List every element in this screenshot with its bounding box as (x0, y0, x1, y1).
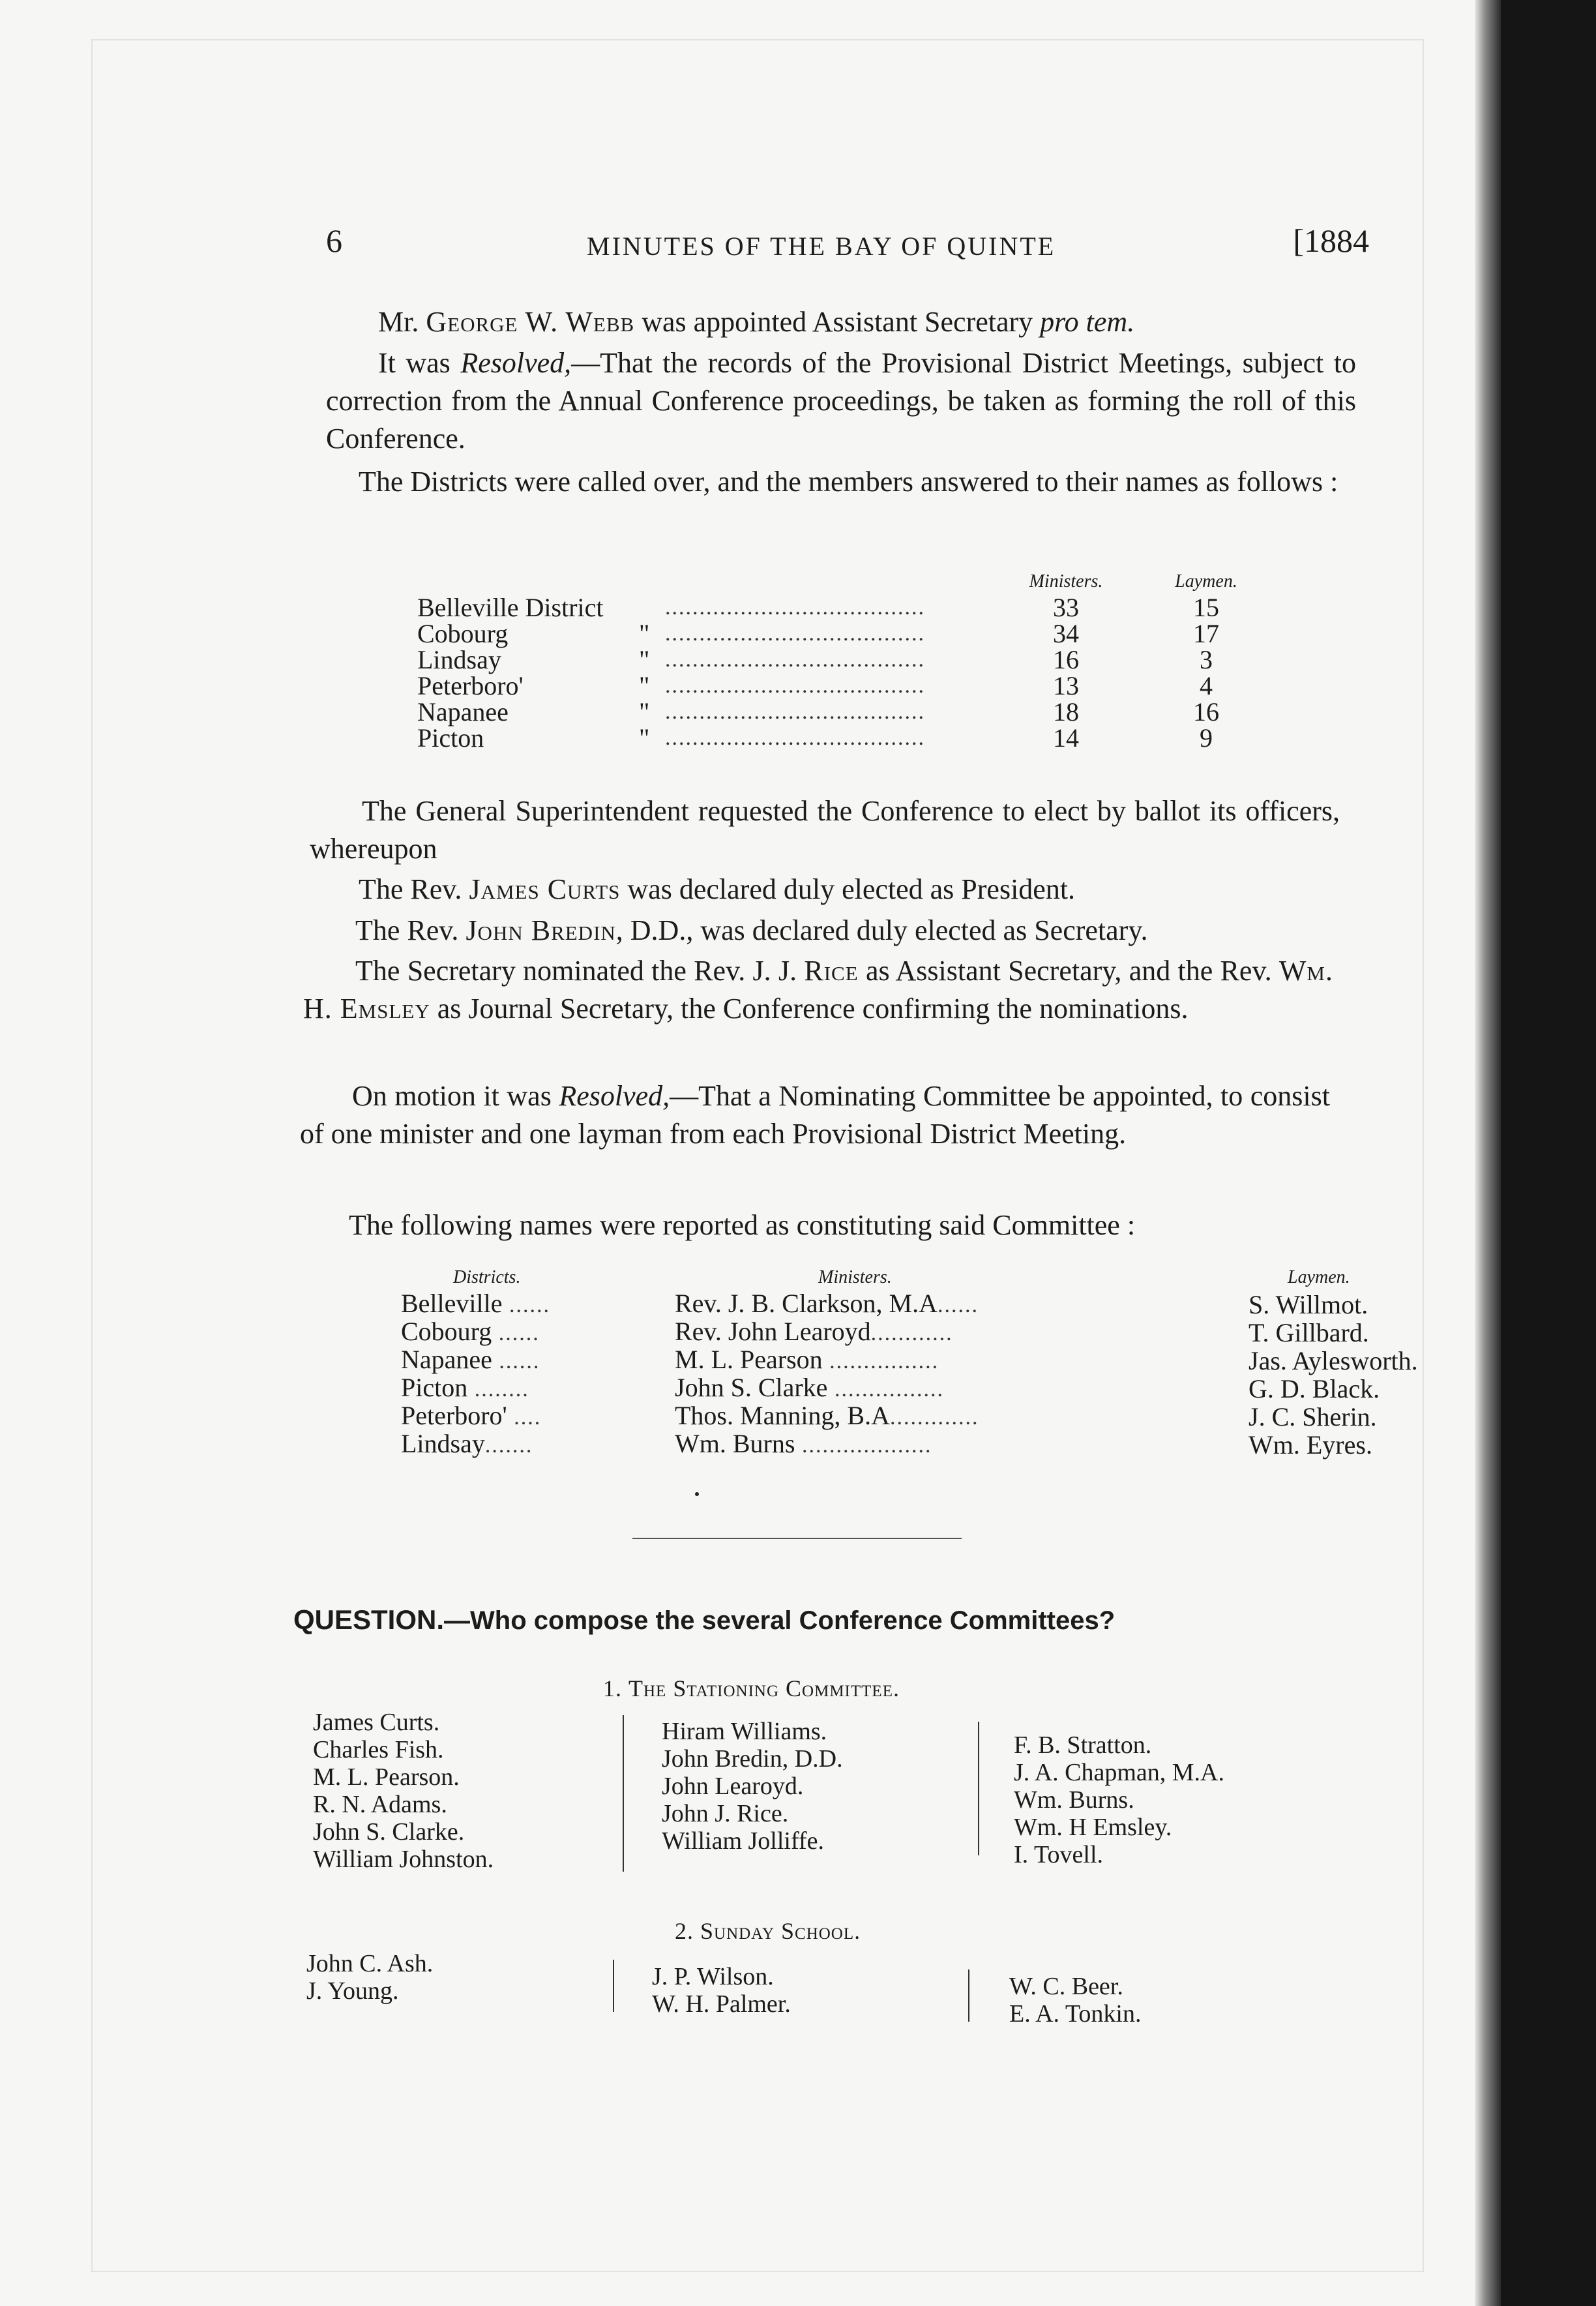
minister-name (675, 1375, 1249, 1403)
name-smallcaps: Rice (804, 955, 859, 987)
district-name (401, 1347, 675, 1375)
layman-name: S. Willmot. (1249, 1289, 1368, 1319)
italic-text: pro tem. (1040, 306, 1135, 338)
layman-name: Wm. Eyres. (1249, 1430, 1372, 1460)
district-name: Napanee (417, 697, 509, 726)
list-item: F. B. Stratton. (1014, 1731, 1152, 1759)
district-name (401, 1319, 675, 1347)
table-row (401, 1375, 1522, 1403)
leader-dots: ................ (822, 1349, 939, 1373)
text: as Journal Secretary, the Conference confirming the nominations. (430, 993, 1189, 1025)
heading-number: 2. (675, 1918, 694, 1944)
paragraph-elect-officers: The General Superintendent requested the Conference to elect by ballot its officers, whereupon (310, 795, 1340, 865)
leader-dots: ...................................... (665, 726, 925, 750)
district-roll-table (417, 566, 1284, 751)
column-divider (613, 1960, 614, 2012)
page-number: 6 (326, 222, 342, 259)
sunday-school-column-1 (306, 1950, 433, 2005)
name-smallcaps: James Curts (469, 873, 621, 905)
minister-name (675, 1431, 1249, 1459)
text: Mr. (378, 306, 426, 338)
leader-dots: ...................................... (665, 648, 925, 672)
district-name: Picton (417, 723, 484, 753)
list-item: John C. Ash. (306, 1950, 434, 1977)
paragraph-secretary (355, 912, 1333, 950)
table-row (401, 1403, 1522, 1431)
district-name (401, 1291, 675, 1319)
roll-table-header (417, 566, 1284, 595)
layman-name: Jas. Aylesworth. (1249, 1345, 1418, 1375)
leader-dots: ...... (492, 1321, 540, 1345)
district-label: Peterboro' (401, 1401, 507, 1430)
section-divider (632, 1538, 962, 1539)
list-item: Wm. Burns. (1014, 1786, 1134, 1814)
table-row (417, 699, 1284, 725)
list-item: William Johnston. (313, 1846, 494, 1873)
leader-dots: ............ (870, 1321, 953, 1345)
text: It was (378, 347, 461, 379)
text: The Rev. (355, 914, 466, 946)
district-name: Lindsay (417, 645, 501, 674)
minister-label: Rev. J. B. Clarkson, M.A (675, 1289, 938, 1318)
paragraph-committee-reported: The following names were reported as constituting said Committee : (349, 1209, 1136, 1241)
ditto-mark: " (639, 697, 650, 726)
text: —That a Nominating Committee be appointed, to consist of one minister and one layman from each Provisional District Meeting. (300, 1080, 1330, 1150)
leader-dots: ...................................... (665, 700, 925, 724)
minister-name (675, 1319, 1249, 1347)
column-divider (968, 1969, 969, 2022)
list-item: Charles Fish. (313, 1736, 444, 1763)
leader-dots: ....... (484, 1433, 533, 1458)
column-divider (978, 1722, 979, 1855)
leader-dots: ...... (502, 1293, 551, 1317)
stationing-committee-heading (603, 1675, 900, 1702)
table-row (401, 1291, 1522, 1319)
list-item: J. A. Chapman, M.A. (1014, 1759, 1224, 1786)
district-name: Cobourg (417, 619, 509, 648)
sunday-school-heading (675, 1917, 861, 1945)
district-name: Peterboro' (417, 671, 524, 700)
ditto-mark: " (639, 671, 650, 700)
leader-dots: ................ (827, 1377, 944, 1401)
name-smallcaps: Wm. H. Emsley (303, 955, 1333, 1025)
leader-dots: ............. (890, 1405, 979, 1430)
minister-name (675, 1291, 1249, 1319)
page-binding-shadow (1475, 0, 1501, 2306)
minister-name (675, 1403, 1249, 1431)
leader-dots: ...... (492, 1349, 540, 1373)
ministers-count: 33 (1053, 593, 1079, 622)
paragraph-nominating-committee (300, 1077, 1330, 1153)
text: The Rev. (359, 873, 469, 905)
list-item: W. C. Beer. (1009, 1973, 1123, 2000)
list-item: I. Tovell. (1014, 1841, 1104, 1868)
layman-name: G. D. Black. (1249, 1373, 1380, 1403)
leader-dots: ...................................... (665, 674, 925, 698)
text: , D.D., was declared duly elected as Secretary. (615, 914, 1148, 946)
text: On motion it was (352, 1080, 559, 1112)
district-name (401, 1375, 675, 1403)
minister-label: Wm. Burns (675, 1429, 795, 1458)
laymen-count: 4 (1200, 671, 1213, 700)
list-item: John J. Rice. (662, 1800, 789, 1827)
ministers-count: 18 (1053, 697, 1079, 726)
minister-label: Thos. Manning, B.A (675, 1401, 890, 1430)
nominating-committee-table (401, 1262, 1522, 1459)
text: was appointed Assistant Secretary (634, 306, 1041, 338)
district-name (401, 1403, 675, 1431)
laymen-count: 16 (1193, 697, 1219, 726)
leader-dots: ...... (937, 1293, 979, 1317)
text: as Assistant Secretary, and the Rev. (858, 955, 1279, 987)
list-item: Hiram Williams. (662, 1718, 827, 1745)
list-item: John Bredin, D.D. (662, 1745, 843, 1773)
district-label: Napanee (401, 1345, 492, 1374)
laymen-count: 15 (1193, 593, 1219, 622)
table-row (401, 1347, 1522, 1375)
paragraph-president (359, 871, 1337, 908)
ministers-count: 34 (1053, 619, 1079, 648)
paragraph-secretary-nominations (303, 952, 1333, 1028)
ditto-mark: " (639, 645, 650, 674)
sunday-school-column-2 (652, 1963, 791, 2018)
paragraph-districts-called: The Districts were called over, and the members answered to their names as follows : (359, 466, 1338, 498)
heading-text: Sunday School. (700, 1918, 861, 1944)
question-text: —Who compose the several Conference Committees? (444, 1606, 1116, 1635)
list-item: E. A. Tonkin. (1009, 2000, 1142, 2028)
district-label: Belleville (401, 1289, 503, 1318)
text: was declared duly elected as President. (620, 873, 1076, 905)
list-item: James Curts. (313, 1709, 440, 1736)
col-ministers: Ministers. (1029, 571, 1103, 591)
heading-number: 1. (603, 1675, 622, 1701)
table-row (417, 621, 1284, 647)
paragraph-records-resolution (326, 344, 1356, 458)
layman-name: T. Gillbard. (1249, 1317, 1369, 1347)
table-row (401, 1319, 1522, 1347)
running-head-title: MINUTES OF THE BAY OF QUINTE (587, 232, 1056, 261)
italic-text: Resolved, (460, 347, 572, 379)
stationing-column-2 (662, 1718, 843, 1855)
list-item: John Learoyd. (662, 1773, 804, 1800)
minister-label: M. L. Pearson (675, 1345, 823, 1374)
laymen-count: 17 (1193, 619, 1219, 648)
table-row (417, 725, 1284, 751)
ditto-mark (639, 595, 665, 621)
ministers-count: 13 (1053, 671, 1079, 700)
column-divider (623, 1715, 624, 1872)
list-item: J. P. Wilson. (652, 1963, 774, 1990)
minister-label: Rev. John Learoyd (675, 1317, 871, 1346)
ink-dot (695, 1492, 699, 1496)
district-label: Lindsay (401, 1429, 485, 1458)
paragraph-assistant-secretary (378, 303, 1317, 341)
header-year: [1884 (1293, 222, 1369, 259)
list-item: M. L. Pearson. (313, 1763, 460, 1791)
district-label: Cobourg (401, 1317, 492, 1346)
stationing-column-1 (313, 1709, 494, 1873)
stationing-column-3 (1014, 1731, 1224, 1868)
heading-text: The Stationing Committee. (628, 1675, 900, 1701)
list-item: John S. Clarke. (313, 1818, 465, 1846)
col-laymen: Laymen. (1288, 1267, 1350, 1287)
laymen-count: 9 (1200, 723, 1213, 753)
list-item: R. N. Adams. (313, 1791, 447, 1818)
col-laymen: Laymen. (1175, 571, 1237, 591)
running-header (326, 222, 1369, 261)
leader-dots: ...................................... (665, 621, 925, 646)
list-item: William Jolliffe. (662, 1827, 824, 1855)
ditto-mark: " (639, 723, 650, 753)
sunday-school-column-3 (1009, 1973, 1142, 2028)
leader-dots: ...................................... (665, 595, 925, 620)
district-name (401, 1431, 675, 1459)
col-ministers: Ministers. (818, 1267, 892, 1287)
leader-dots: .... (507, 1405, 542, 1430)
ministers-count: 16 (1053, 645, 1079, 674)
text: The Secretary nominated the Rev. J. J. (355, 955, 805, 987)
ditto-mark: " (639, 619, 650, 648)
list-item: J. Young. (306, 1977, 399, 2005)
question-line (293, 1604, 1115, 1636)
district-label: Picton (401, 1373, 468, 1402)
list-item: Wm. H Emsley. (1014, 1814, 1172, 1841)
question-label: QUESTION. (293, 1604, 445, 1635)
text: —That the records of the Provisional District Meetings, subject to correction from the Annual Conference proceedings, be taken as forming the roll of this Conference. (326, 347, 1356, 455)
name-smallcaps: George W. Webb (426, 306, 635, 338)
committee-table-header (401, 1262, 1522, 1291)
layman-name: J. C. Sherin. (1249, 1401, 1377, 1431)
district-name: Belleville District (417, 593, 604, 622)
italic-text: Resolved, (559, 1080, 670, 1112)
table-row (417, 673, 1284, 699)
leader-dots: ................... (795, 1433, 932, 1458)
list-item: W. H. Palmer. (652, 1990, 791, 2018)
minister-label: John S. Clarke (675, 1373, 828, 1402)
leader-dots: ........ (467, 1377, 529, 1401)
table-row (401, 1431, 1522, 1459)
ministers-count: 14 (1053, 723, 1079, 753)
laymen-count: 3 (1200, 645, 1213, 674)
name-smallcaps: John Bredin (466, 914, 616, 946)
col-districts: Districts. (453, 1267, 521, 1287)
minister-name (675, 1347, 1249, 1375)
table-row (417, 647, 1284, 673)
table-row (417, 595, 1284, 621)
